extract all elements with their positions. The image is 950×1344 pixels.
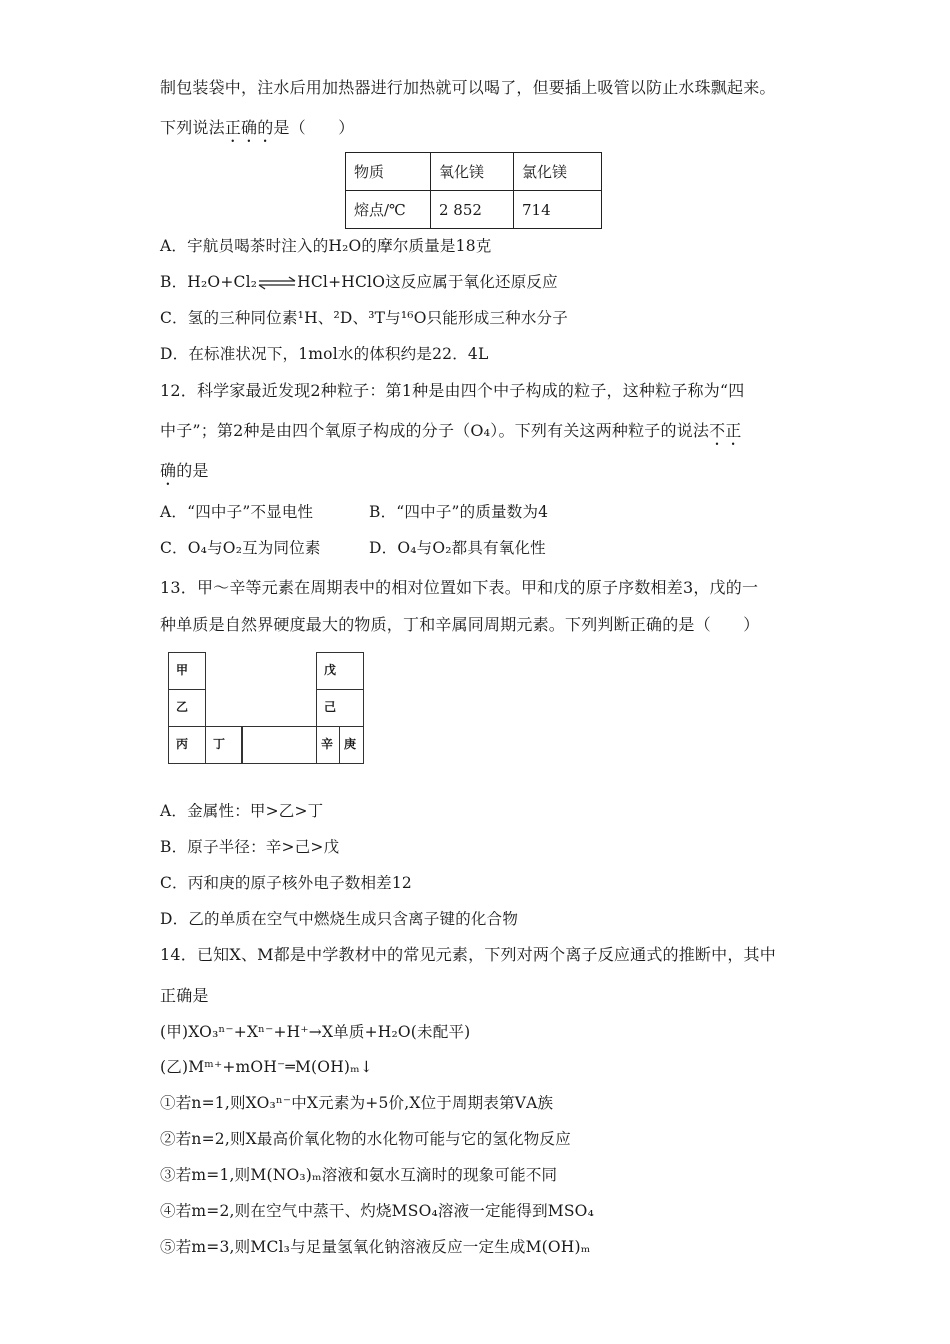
table-cell: 714 xyxy=(514,191,602,229)
q12-emphasis: 不正 xyxy=(709,421,742,440)
q12-emphasis-2: 确 xyxy=(160,461,177,480)
question-stem xyxy=(160,115,354,146)
table-row xyxy=(346,153,602,191)
element-cell: 乙 xyxy=(168,689,206,727)
element-cell: 丙 xyxy=(168,726,206,764)
q14-statement-5: ⑤若m=3,则MCl₃与足量氢氧化钠溶液反应一定生成M(OH)ₘ xyxy=(160,1238,591,1256)
q12-option-c: C．O₄与O₂互为同位素 xyxy=(160,539,321,557)
q12-option-a: A．“四中子”不显电性 xyxy=(160,503,314,521)
q12-option-b: B．“四中子”的质量数为4 xyxy=(369,503,549,521)
element-cell: 戊 xyxy=(316,652,364,690)
q14-statement-4: ④若m=2,则在空气中蒸干、灼烧MSO₄溶液一定能得到MSO₄ xyxy=(160,1202,594,1220)
element-cell: 甲 xyxy=(168,652,206,690)
q14-line-2: 正确是 xyxy=(160,986,209,1005)
empty-cell xyxy=(241,726,317,764)
q12-option-d: D．O₄与O₂都具有氧化性 xyxy=(369,539,546,557)
option-a: A．宇航员喝茶时注入的H₂O的摩尔质量是18克 xyxy=(160,237,492,255)
option-b-reactants: B．H₂O+Cl₂ xyxy=(160,273,258,291)
table-cell: 氧化镁 xyxy=(431,153,514,191)
q12-line-3 xyxy=(160,458,209,489)
q14-equation-2: (乙)Mᵐ⁺+mOH⁻═M(OH)ₘ↓ xyxy=(160,1058,374,1076)
option-d: D．在标准状况下，1mol水的体积约是22．4L xyxy=(160,345,489,363)
q13-line-2: 种单质是自然界硬度最大的物质，丁和辛属同周期元素。下列判断正确的是（ ） xyxy=(160,615,760,634)
stem-text-end: 是（ ） xyxy=(273,118,355,137)
option-b-products: HCl+HClO这反应属于氧化还原反应 xyxy=(297,273,558,291)
table-cell: 熔点/℃ xyxy=(346,191,431,229)
element-cell: 庚 xyxy=(339,726,364,764)
q13-option-a: A．金属性：甲>乙>丁 xyxy=(160,802,324,820)
option-b xyxy=(160,270,558,292)
table-cell: 氯化镁 xyxy=(514,153,602,191)
q14-statement-2: ②若n=2,则X最高价氧化物的水化物可能与它的氢化物反应 xyxy=(160,1130,571,1148)
melting-point-table xyxy=(345,152,602,229)
element-cell: 丁 xyxy=(205,726,243,764)
option-c: C．氢的三种同位素¹H、²D、³T与¹⁶O只能形成三种水分子 xyxy=(160,309,568,327)
table-cell: 物质 xyxy=(346,153,431,191)
q13-option-d: D．乙的单质在空气中燃烧生成只含离子键的化合物 xyxy=(160,910,519,928)
q14-statement-1: ①若n=1,则XO₃ⁿ⁻中X元素为+5价,X位于周期表第ⅤA族 xyxy=(160,1094,554,1112)
element-cell: 己 xyxy=(316,689,364,727)
intro-line-1: 制包装袋中，注水后用加热器进行加热就可以喝了，但要插上吸管以防止水珠飘起来。 xyxy=(160,78,776,97)
q12-text: 中子”；第2种是由四个氧原子构成的分子（O₄）。下列有关这两种粒子的说法 xyxy=(160,421,710,440)
q14-statement-3: ③若m=1,则M(NO₃)ₘ溶液和氨水互滴时的现象可能不同 xyxy=(160,1166,558,1184)
q12-line-2 xyxy=(160,418,742,449)
periodic-table-fragment xyxy=(168,652,364,764)
table-row xyxy=(346,191,602,229)
reversible-arrow-icon xyxy=(257,276,297,290)
q14-line-1: 14．已知X、M都是中学教材中的常见元素，下列对两个离子反应通式的推断中，其中 xyxy=(160,945,776,964)
element-cell: 辛 xyxy=(316,726,340,764)
q13-option-c: C．丙和庚的原子核外电子数相差12 xyxy=(160,874,412,892)
stem-text: 下列说法 xyxy=(160,118,225,137)
q13-line-1: 13．甲～辛等元素在周期表中的相对位置如下表。甲和戊的原子序数相差3，戊的一 xyxy=(160,578,759,597)
stem-emphasis: 正确的 xyxy=(224,118,274,137)
q12-line-1: 12．科学家最近发现2种粒子：第1种是由四个中子构成的粒子，这种粒子称为“四 xyxy=(160,381,745,400)
q12-text-end: 的是 xyxy=(176,461,209,480)
table-cell: 2 852 xyxy=(431,191,514,229)
q14-equation-1: (甲)XO₃ⁿ⁻+Xⁿ⁻+H⁺→X单质+H₂O(未配平) xyxy=(160,1023,471,1041)
q13-option-b: B．原子半径：辛>己>戊 xyxy=(160,838,340,856)
